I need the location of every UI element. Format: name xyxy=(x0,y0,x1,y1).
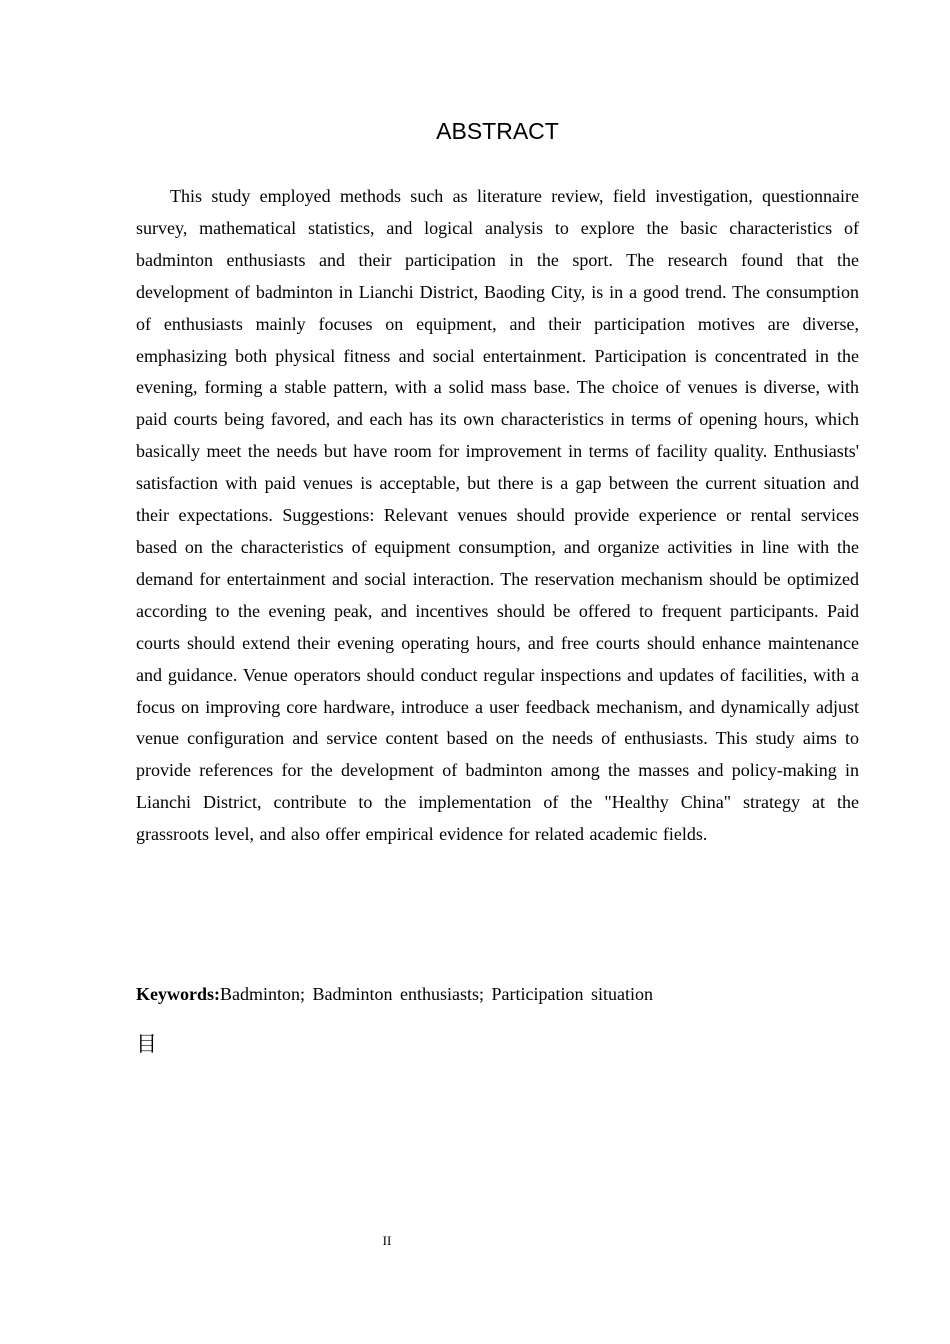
table-of-contents-heading-fragment: 目 xyxy=(136,1032,157,1056)
keywords-label: Keywords: xyxy=(136,984,220,1004)
keywords-line xyxy=(136,979,859,1009)
keywords-text: Badminton; Badminton enthusiasts; Participation situation xyxy=(220,984,653,1004)
abstract-body: This study employed methods such as literature review, field investigation, questionnaire survey, mathematical statistics, and logical analysis to explore the basic characteristics of badminton enthusiasts and their participation in the sport. The research found that the development of badminton in Lianchi District, Baoding City, is in a good trend. The consumption of enthusiasts mainly focuses on equipment, and their participation motives are diverse, emphasizing both physical fitness and social entertainment. Participation is concentrated in the evening, forming a stable pattern, with a solid mass base. The choice of venues is diverse, with paid courts being favored, and each has its own characteristics in terms of opening hours, which basically meet the needs but have room for improvement in terms of facility quality. Enthusiasts' satisfaction with paid venues is acceptable, but there is a gap between the current situation and their expectations. Suggestions: Relevant venues should provide experience or rental services based on the characteristics of equipment consumption, and organize activities in line with the demand for entertainment and social interaction. The reservation mechanism should be optimized according to the evening peak, and incentives should be offered to frequent participants. Paid courts should extend their evening operating hours, and free courts should enhance maintenance and guidance. Venue operators should conduct regular inspections and updates of facilities, with a focus on improving core hardware, introduce a user feedback mechanism, and dynamically adjust venue configuration and service content based on the needs of enthusiasts. This study aims to provide references for the development of badminton among the masses and policy-making in Lianchi District, contribute to the implementation of the "Healthy China" strategy at the grassroots level, and also offer empirical evidence for related academic fields. xyxy=(136,186,859,845)
abstract-title: ABSTRACT xyxy=(436,118,559,144)
page-number: II xyxy=(382,1233,392,1248)
